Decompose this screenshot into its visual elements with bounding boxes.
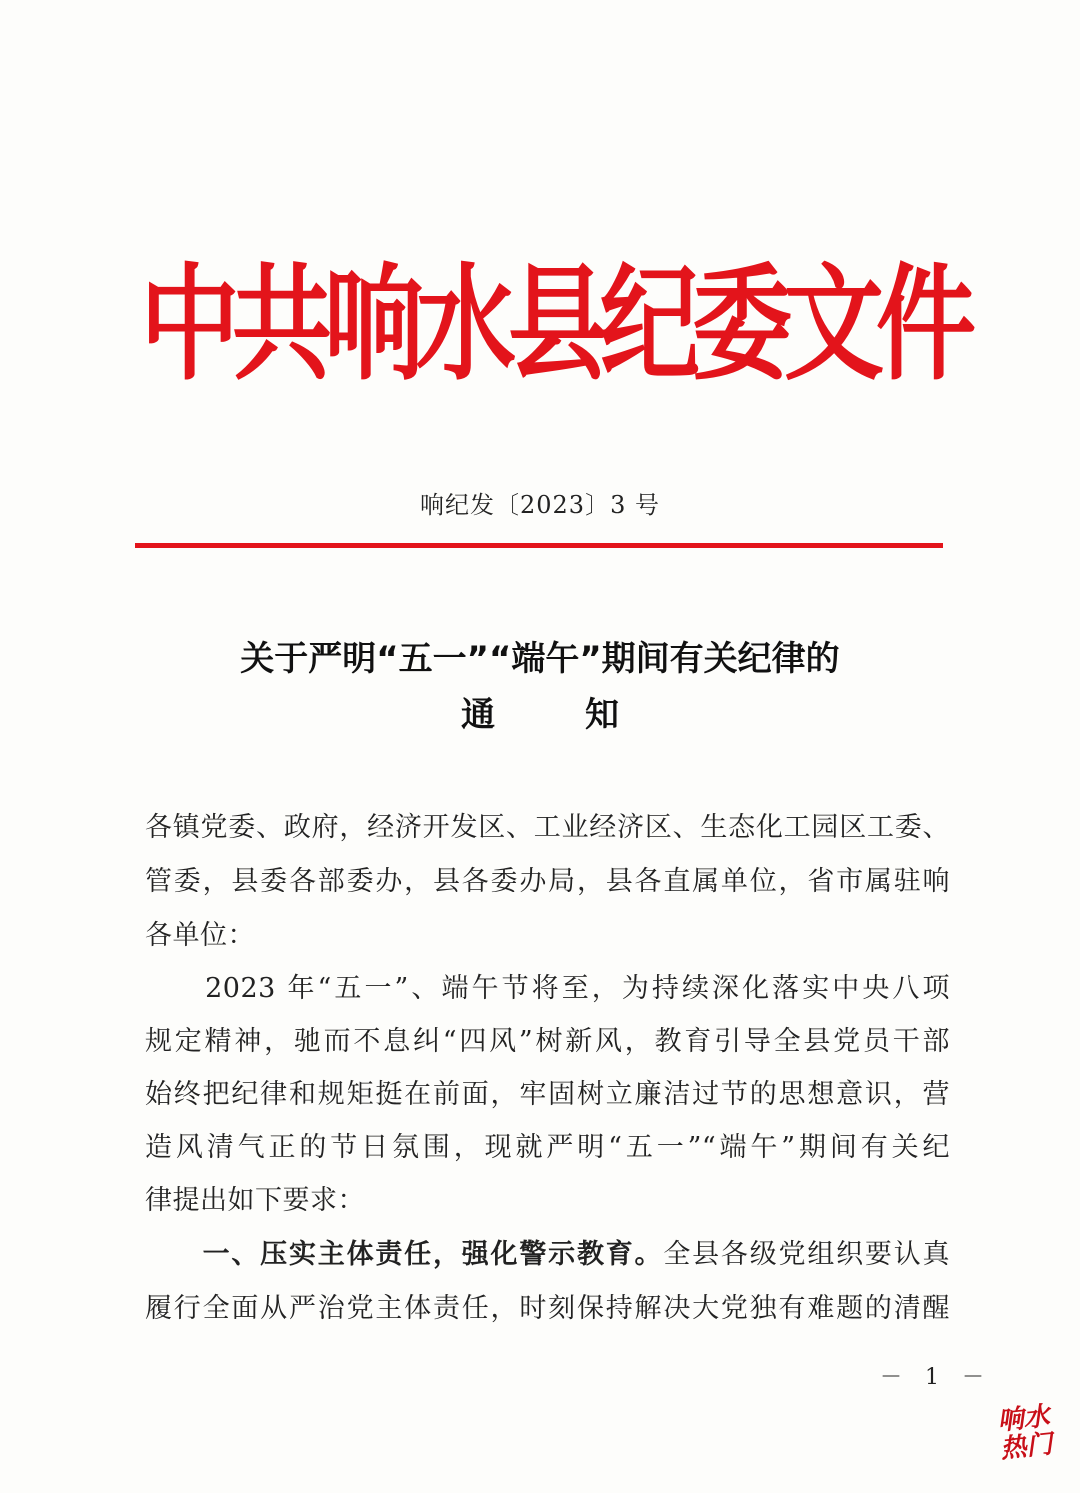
red-divider-line [135,543,943,548]
body-line-4: 2023 年“五一”、端午节将至，为持续深化落实中央八项 [145,973,950,1004]
body-line-2: 管委，县委各部委办，县各委办局，县各直属单位，省市属驻响 [145,866,950,897]
body-line-1: 各镇党委、政府，经济开发区、工业经济区、生态化工园区工委、 [145,812,950,843]
watermark-line-1: 响水 [996,1401,1051,1437]
notice-title-line-1: 关于严明“五一”“端午”期间有关纪律的 [240,639,840,679]
body-line-6: 始终把纪律和规矩挺在前面，牢固树立廉洁过节的思想意识，营 [145,1079,950,1110]
body-line-8: 律提出如下要求： [145,1185,365,1216]
body-line-3: 各单位： [145,920,255,951]
body-line-7: 造风清气正的节日氛围，现就严明“五一”“端午”期间有关纪 [145,1132,950,1163]
section-1-line-1 [145,1228,950,1281]
body-line-5: 规定精神，驰而不息纠“四风”树新风，教育引导全县党员干部 [145,1026,950,1057]
page-number: － 1 － [880,1365,992,1390]
document-number: 响纪发〔2023〕3 号 [420,491,660,519]
watermark-line-2: 热门 [999,1429,1054,1465]
section-1-line-2: 履行全面从严治党主体责任，时刻保持解决大党独有难题的清醒 [145,1293,950,1324]
notice-title-line-2: 通知 [461,695,709,735]
watermark-logo [982,1401,1067,1465]
document-header-title: 中共响水县纪委文件 [140,251,968,398]
section-1-text: 全县各级党组织要认真 [663,1239,951,1270]
section-1-heading: 一、压实主体责任，强化警示教育。 [202,1239,664,1270]
